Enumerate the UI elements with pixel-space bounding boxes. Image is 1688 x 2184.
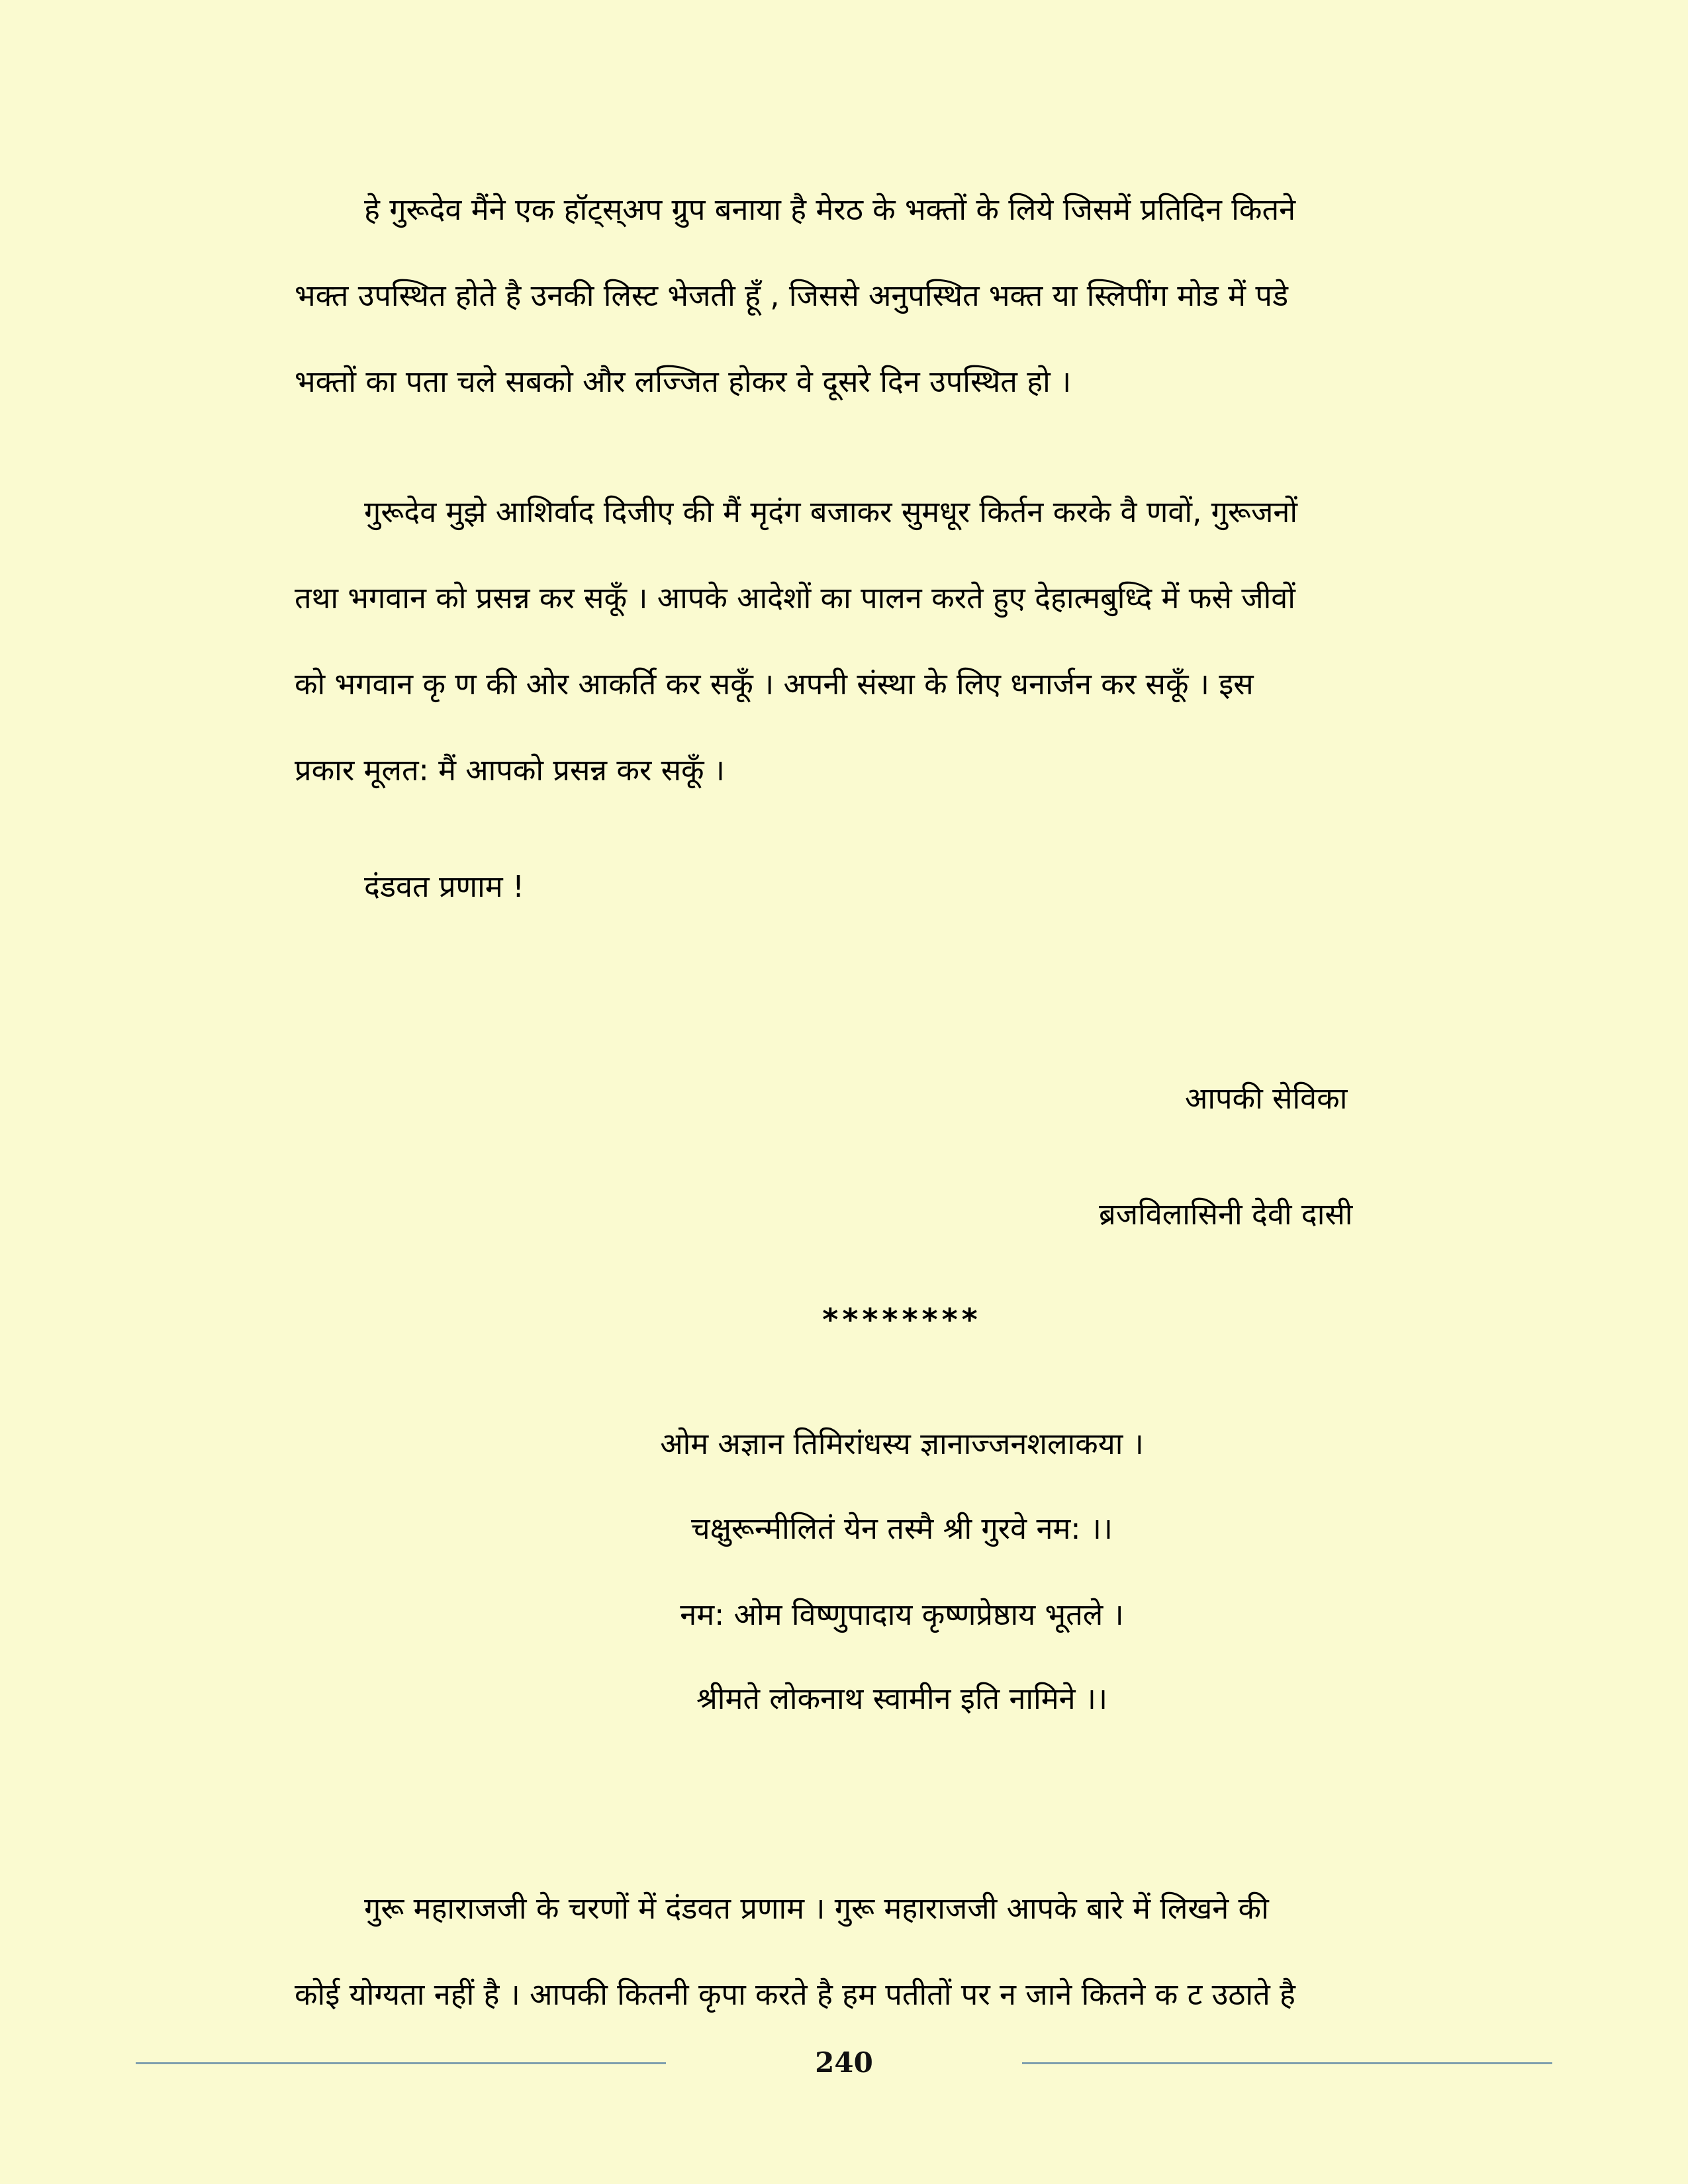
page-footer — [136, 2042, 1552, 2084]
salutation-line: दंडवत प्रणाम ! — [364, 869, 524, 904]
verse-line-3: नम: ओम विष्णुपादाय कृष्णप्रेष्ठाय भूतले । — [680, 1597, 1124, 1632]
asterisk-separator: ******** — [822, 1302, 982, 1338]
paragraph-2-line-3: को भगवान कृ ण की ओर आकर्ति कर सकूँ । अपनी संस्था के लिए धनार्जन कर सकूँ । इस — [295, 666, 1254, 702]
paragraph-1-line-2: भक्त उपस्थित होते है उनकी लिस्ट भेजती हूँ , जिससे अनुपस्थित भक्त या स्लिपींग मोड में पडे — [295, 278, 1289, 313]
paragraph-2-line-4: प्रकार मूलत: मैं आपको प्रसन्न कर सकूँ । — [295, 752, 725, 788]
footer-rule-right — [1022, 2062, 1552, 2064]
verse-line-2: चक्षुरून्मीलितं येन तस्मै श्री गुरवे नम: ।। — [691, 1511, 1113, 1546]
verse-line-4: श्रीमते लोकनाथ स्वामीन इति नामिने ।। — [696, 1681, 1108, 1716]
paragraph-2-line-2: तथा भगवान को प्रसन्न कर सकूँ । आपके आदेशों का पालन करते हुए देहात्मबुध्दि में फसे जीवों — [295, 580, 1295, 615]
paragraph-2-line-1: गुरूदेव मुझे आशिर्वाद दिजीए की मैं मृदंग बजाकर सुमधूर किर्तन करके वै णवों, गुरूजनों — [364, 494, 1297, 529]
paragraph-3-line-2: कोई योग्यता नहीं है । आपकी कितनी कृपा करते है हम पतीतों पर न जाने कितने क ट उठाते है — [295, 1977, 1295, 2012]
footer-rule-left — [136, 2062, 666, 2064]
signature-name: ब्रजविलासिनी देवी दासी — [1099, 1197, 1353, 1232]
paragraph-1-line-3: भक्तों का पता चले सबको और लज्जित होकर वे दूसरे दिन उपस्थित हो । — [295, 364, 1072, 399]
signature-role: आपकी सेविका — [1185, 1081, 1348, 1116]
verse-line-1: ओम अज्ञान तिमिरांधस्य ज्ञानाज्जनशलाकया । — [660, 1426, 1144, 1461]
page-number: 240 — [815, 2046, 873, 2079]
paragraph-3-line-1: गुरू महाराजजी के चरणों में दंडवत प्रणाम । गुरू महाराजजी आपके बारे में लिखने की — [364, 1891, 1269, 1926]
paragraph-1-line-1: हे गुरूदेव मैंने एक हॉट्स्अप ग्रुप बनाया है मेरठ के भक्तों के लिये जिसमें प्रतिदिन कितने — [364, 192, 1296, 227]
